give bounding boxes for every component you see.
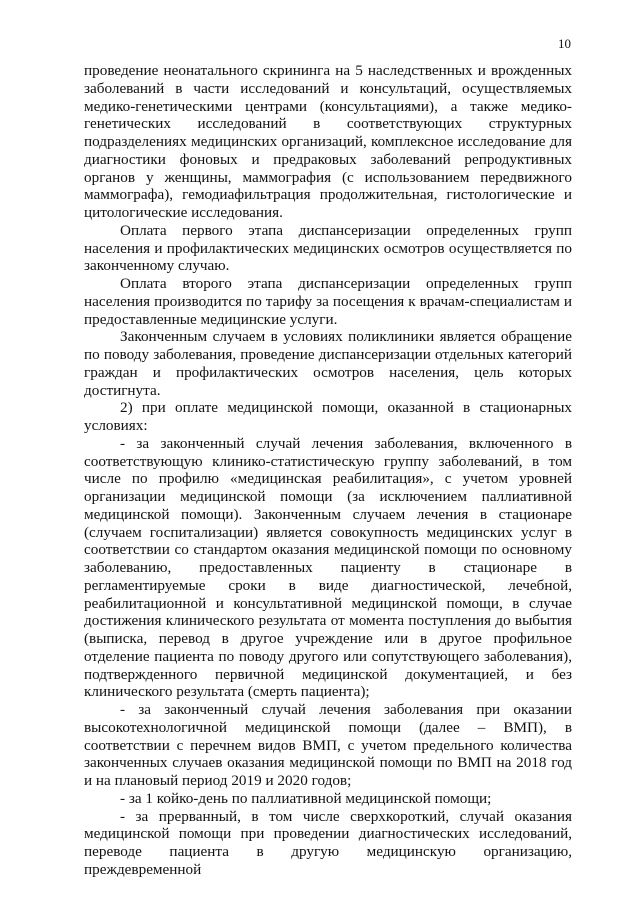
paragraph: - за прерванный, в том числе сверхкороткий, случай оказания медицинской помощи при проведении диагностических исследований, переводе пациента в другую медицинскую организацию, преждевременной [84,807,572,878]
document-body [84,62,572,879]
page-number: 10 [558,36,571,51]
paragraph: Оплата первого этапа диспансеризации определенных групп населения и профилактических медицинских осмотров осуществляется по законченному случаю. [84,221,572,275]
paragraph: - за 1 койко-день по паллиативной медицинской помощи; [120,789,492,807]
paragraph: 2) при оплате медицинской помощи, оказанной в стационарных условиях: [84,399,572,434]
paragraph: проведение неонатального скрининга на 5 наследственных и врожденных заболеваний в части исследований и консультаций, осуществляемых медико-генетическими центрами (консультациями), а также медико-генетических исследований в соответствующих структурных подразделениях медицинских организаций, комплексное исследование для диагностики фоновых и предраковых заболеваний репродуктивных органов у женщины, маммография (с использованием передвижного маммографа), гемодиафильтрация продолжительная, гистологические и цитологические исследования. [84,62,572,221]
paragraph: Законченным случаем в условиях поликлиники является обращение по поводу заболевания, проведение диспансеризации отдельных категорий граждан и профилактических осмотров населения, цель которых достигнута. [84,328,572,399]
paragraph: - за законченный случай лечения заболевания, включенного в соответствующую клинико-статистическую группу заболеваний, в том числе по профилю «медицинская реабилитация», с учетом уровней организации медицинской помощи (за исключением паллиативной медицинской помощи). Законченным случаем лечения в стационаре (случаем госпитализации) является совокупность медицинских услуг в соответствии со стандартом оказания медицинской помощи по основному заболеванию, предоставленных пациенту в стационаре в регламентируемые сроки в виде диагностической, лечебной, реабилитационной и консультативной медицинской помощи, в случае достижения клинического результата от момента поступления до выбытия (выписка, перевод в другое учреждение или в другое профильное отделение пациента по поводу другого или сопутствующего заболевания), подтвержденного первичной медицинской документацией, и без клинического результата (смерть пациента); [84,434,572,701]
paragraph: - за законченный случай лечения заболевания при оказании высокотехнологичной медицинской помощи (далее – ВМП), в соответствии с перечнем видов ВМП, с учетом предельного количества законченных случаев оказания медицинской помощи по ВМП на 2018 год и на плановый период 2019 и 2020 годов; [84,701,572,789]
paragraph: Оплата второго этапа диспансеризации определенных групп населения производится по тарифу за посещения к врачам-специалистам и предоставленные медицинские услуги. [84,275,572,328]
